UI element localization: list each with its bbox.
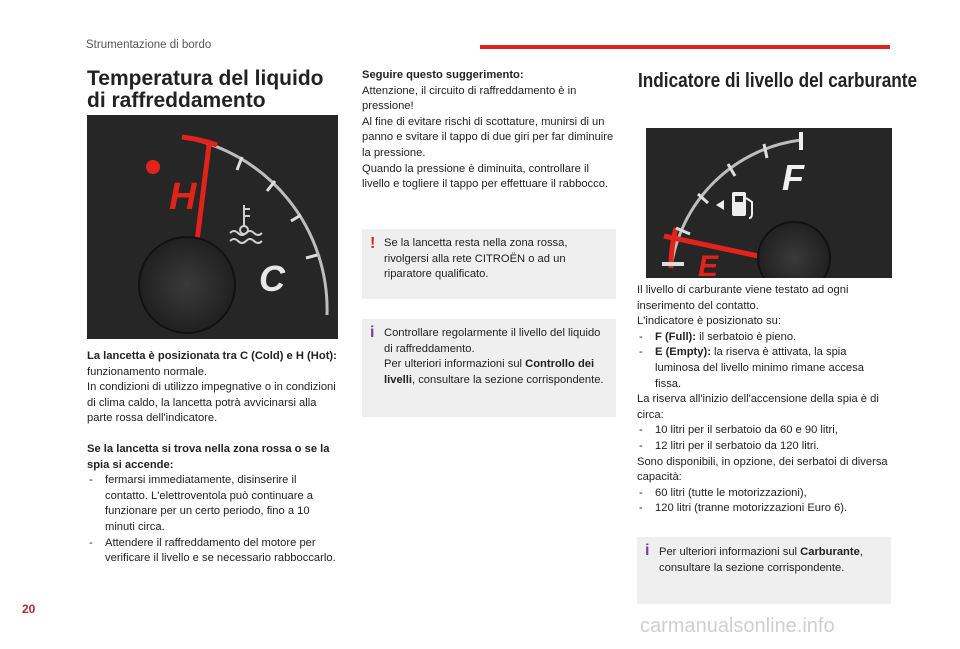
coolant-redzone-heading <box>87 442 342 473</box>
fuel-level-gauge <box>646 128 892 278</box>
section-header: Strumentazione di bordo <box>86 39 212 51</box>
coolant-temperature-gauge <box>87 115 338 339</box>
advice-text: Attenzione, il circuito di raffreddamento è in pressione! Al fine di evitare rischi di scottature, munirsi di un panno e svitare il tappo di due giri per far diminuire la pressione. Quando la pressione è diminuita, controllare il livello e togliere il tappo per effettuare il rabbocco. <box>362 84 614 191</box>
info-fuel-link: Carburante <box>800 546 860 558</box>
fuel-reserve-list <box>637 423 892 454</box>
list-item: - E (Empty): la riserva è attivata, la spia luminosa del livello minimo rimane accesa fissa. <box>639 346 864 390</box>
list-item-text: la riserva è attivata, la spia luminosa del livello minimo rimane accesa fissa. <box>655 346 864 390</box>
fuel-reserve: La riserva all'inizio dell'accensione della spia è di circa: <box>637 393 879 421</box>
fuel-intro: Il livello di carburante viene testato ad ogni inserimento del contatto. L'indicatore è posizionato su: <box>637 284 849 328</box>
coolant-normal-text: funzionamento normale. <box>87 365 208 378</box>
list-item: - 60 litri (tutte le motorizzazioni), <box>639 486 807 499</box>
list-item: - fermarsi immediatamente, disinserire il contatto. L'elettroventola può continuare a funzionare per un certo periodo, fino a 10 minuti circa. <box>89 474 314 533</box>
info-levels-link: Controllo dei livelli <box>384 358 595 386</box>
list-item-bold: F (Full): <box>655 330 697 343</box>
list-item-text: il serbatoio è pieno. <box>696 330 797 343</box>
fuel-gauge-graphic <box>646 128 892 278</box>
fuel-options-list <box>637 486 892 517</box>
header-accent-bar <box>480 45 890 49</box>
info-icon: i <box>370 324 375 341</box>
fuel-full-label: F <box>782 157 804 198</box>
list-item: - 10 litri per il serbatoio da 60 e 90 litri, <box>639 424 838 437</box>
page-number: 20 <box>22 602 36 616</box>
list-item-text: 12 litri per il serbatoio da 120 litri. <box>655 439 820 452</box>
warning-text: Se la lancetta resta nella zona rossa, rivolgersi alla rete CITROËN o ad un riparatore qualificato. <box>384 237 568 281</box>
list-item-text: fermarsi immediatamente, disinserire il contatto. L'elettroventola può continuare a funzionare per un certo periodo, fino a 10 minuti circa. <box>105 474 314 533</box>
list-item-text: 60 litri (tutte le motorizzazioni), <box>655 486 807 499</box>
list-item-text: 120 litri (tranne motorizzazioni Euro 6). <box>655 502 848 515</box>
info-fuel-text <box>659 545 881 576</box>
fuel-states-list <box>637 330 892 392</box>
list-item: - Attendere il raffreddamento del motore per verificare il livello e se necessario rabboccarlo. <box>89 536 336 565</box>
list-item: - F (Full): il serbatoio è pieno. <box>639 330 797 343</box>
info-levels-text <box>384 326 606 388</box>
warning-icon: ! <box>370 235 376 252</box>
coolant-normal-paragraph <box>87 349 342 380</box>
list-item: - 12 litri per il serbatoio da 120 litri. <box>639 439 820 452</box>
info-levels-post: , consultare la sezione corrispondente. <box>412 373 604 386</box>
info-levels-pre: Controllare regolarmente il livello del liquido di raffreddamento. Per ulteriori informazioni sul <box>384 327 601 371</box>
info-fuel-post: , consultare la sezione corrispondente. <box>659 546 863 574</box>
list-item-bold: E (Empty): <box>655 346 711 359</box>
advice-section <box>362 68 617 193</box>
coolant-description <box>87 349 342 567</box>
coolant-cold-label: C <box>259 258 285 299</box>
info-icon: i <box>645 542 650 559</box>
coolant-needle-hub <box>139 237 235 333</box>
advice-title-bold: Seguire questo suggerimento: <box>362 69 524 81</box>
coolant-warning-light-icon <box>146 160 160 174</box>
info-box-fuel <box>637 537 891 604</box>
coolant-temperature-title: Temperatura del liquido di raffreddamento <box>87 67 324 112</box>
info-box-levels <box>362 319 616 417</box>
coolant-hot-conditions: In condizioni di utilizzo impegnative o in condizioni di clima caldo, la lancetta potrà avvicinarsi alla parte rossa dell'indicatore. <box>87 381 336 425</box>
list-item: - 120 litri (tranne motorizzazioni Euro 6). <box>639 502 848 515</box>
coolant-hot-label: H <box>169 176 197 218</box>
fuel-empty-label: E <box>698 250 719 278</box>
info-fuel-pre: Per ulteriori informazioni sul <box>659 546 801 558</box>
coolant-gauge-graphic <box>87 115 338 339</box>
fuel-options: Sono disponibili, in opzione, dei serbatoi di diversa capacità: <box>637 455 888 484</box>
list-item-text: Attendere il raffreddamento del motore per verificare il livello e se necessario rabboccarlo. <box>105 536 336 565</box>
coolant-redzone-list <box>87 473 342 567</box>
coolant-redzone-bold: Se la lancetta si trova nella zona rossa o se la spia si accende: <box>87 442 330 471</box>
advice-title <box>362 68 617 84</box>
fuel-level-title: Indicatore di livello del carburante <box>638 70 918 92</box>
warning-box <box>362 229 616 299</box>
fuel-description <box>637 283 892 517</box>
list-item-text: 10 litri per il serbatoio da 60 e 90 litri, <box>655 424 838 437</box>
coolant-normal-bold: La lancetta è posizionata tra C (Cold) e H (Hot): <box>87 350 337 362</box>
watermark: carmanualsonline.info <box>640 615 835 637</box>
